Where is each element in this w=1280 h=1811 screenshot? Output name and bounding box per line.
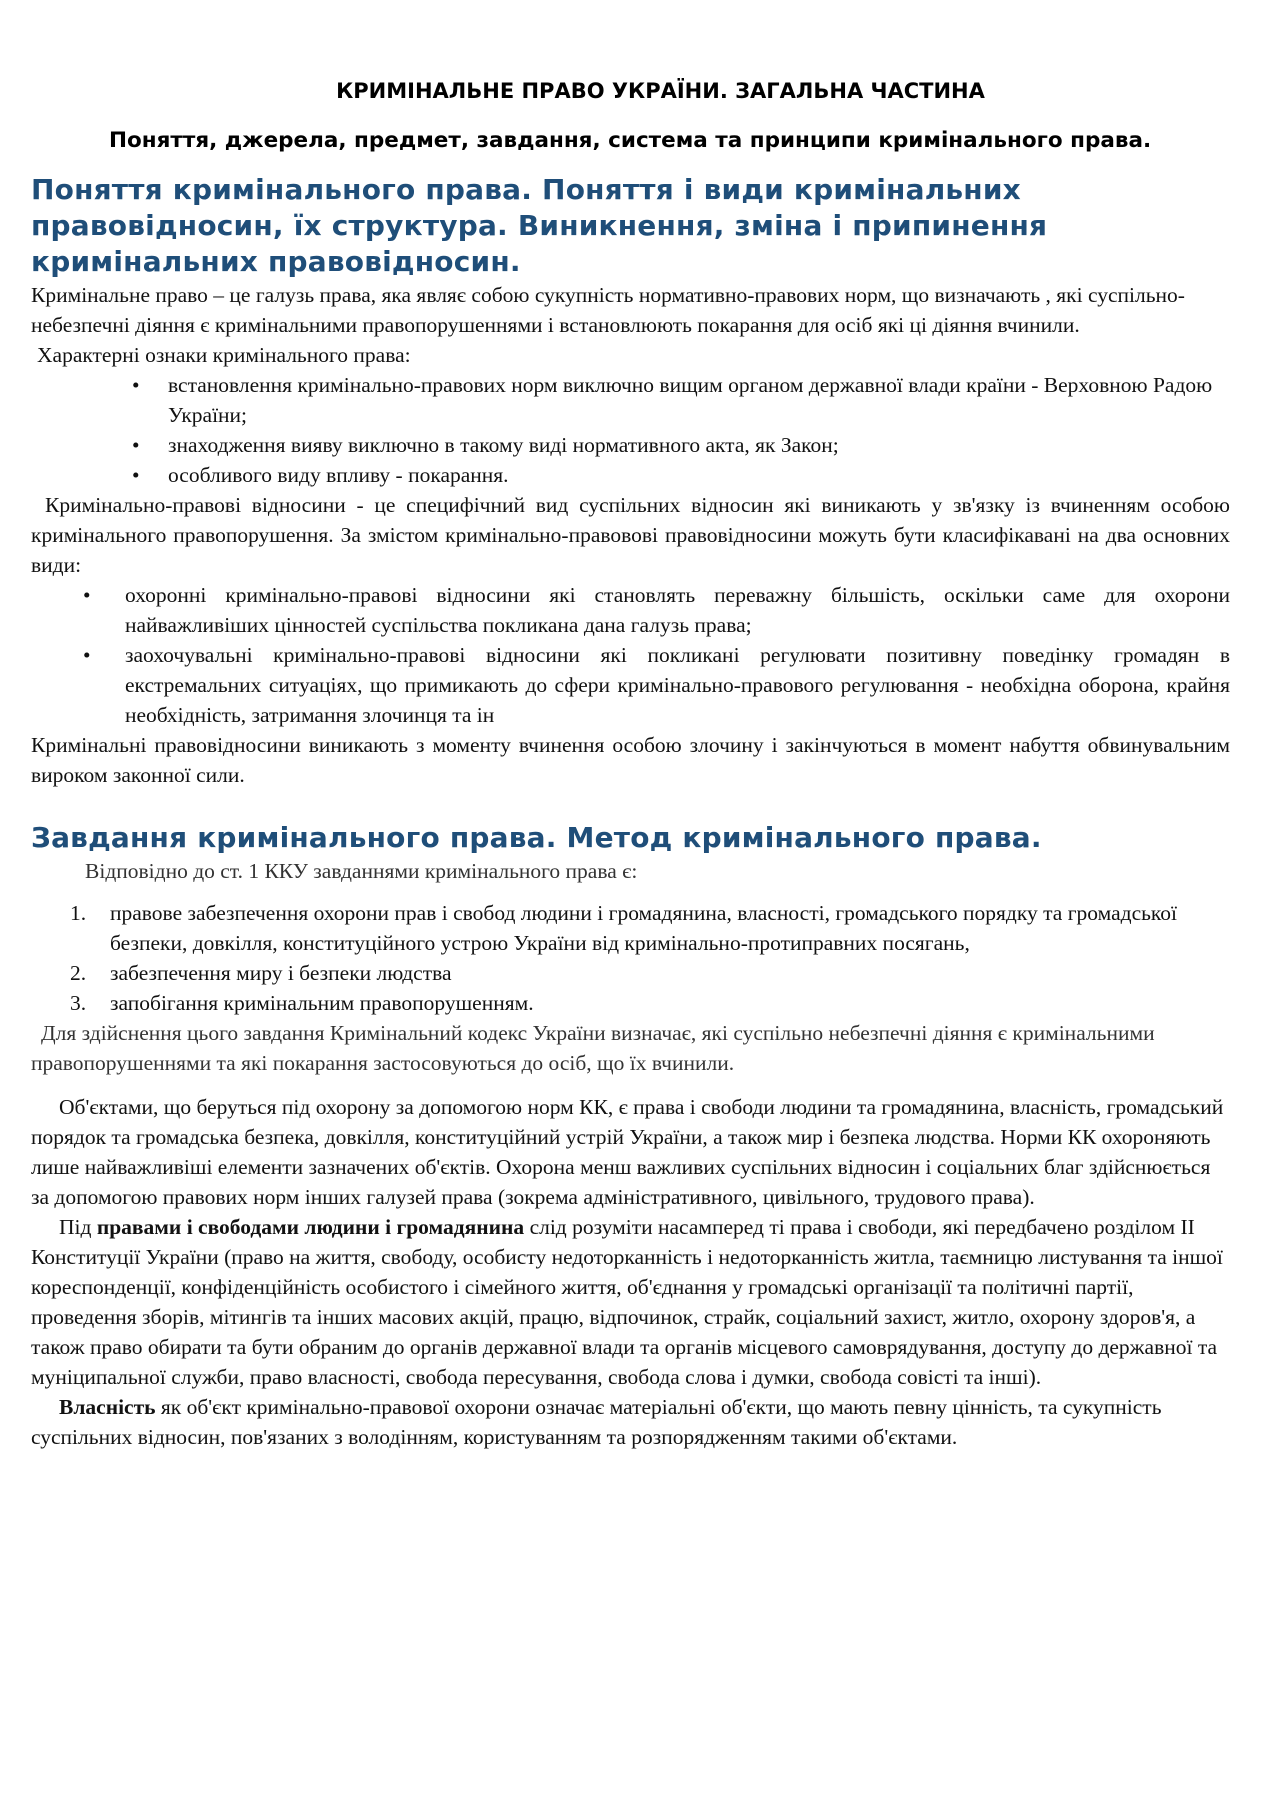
relations-types-list xyxy=(31,580,1230,730)
features-list xyxy=(31,370,1230,490)
section2-intro: Відповідно до ст. 1 ККУ завданнями кримінального права є: xyxy=(85,859,638,883)
section2-rights-paragraph xyxy=(31,1212,1230,1392)
list-number: 1. xyxy=(70,901,87,925)
document-title: КРИМІНАЛЬНЕ ПРАВО УКРАЇНИ. ЗАГАЛЬНА ЧАСТИНА xyxy=(336,79,985,103)
list-item xyxy=(70,958,1230,988)
section2-objects-paragraph: Об'єктами, що беруться під охорону за допомогою норм КК, є права і свободи людини та громадянина, власність, громадський порядок та громадська безпека, довкілля, конституційний устрій України, а також мир і безпека людства. Норми КК охороняють лише найважливіші елементи зазначених об'єктів. Охорона менш важливих суспільних відносин і соціальних благ здійснюється за допомогою правових норм інших галузей права (зокрема адміністративного, цивільного, трудового права). xyxy=(31,1095,1224,1209)
section1-relations-paragraph: Кримінально-правові відносини - це специфічний вид суспільних відносин які виникають у зв'язку із вчиненням особою кримінального правопорушення. За змістом кримінально-правовові правовідносини можуть бути класифікавані на два основних види: xyxy=(31,493,1230,577)
bullet-icon: • xyxy=(83,643,91,667)
rights-text: слід розуміти насамперед ті права і свободи, які передбачено розділом II Конституції України (право на життя, свободу, особисту недоторканність і недоторканність житла, таємницю листування та іншої кореспонденції, конфіденційність особистого і сімейного життя, об'єднання у громадські організації та політичні партії, проведення зборів, мітингів та інших масових акцій, працю, відпочинок, страйк, соціальний захист, житло, охорону здоров'я, а також право обирати та бути обраним до органів державної влади та органів місцевого самоврядування, доступу до державної та муніципальної служби, право власності, свобода пересування, свобода слова і думки, свобода совісті та інші). xyxy=(31,1215,1223,1389)
property-term: Власність xyxy=(59,1395,156,1419)
section1-emergence-paragraph: Кримінальні правовідносини виникають з моменту вчинення особою злочину і закінчуються в момент набуття обвинувальним вироком законної сили. xyxy=(31,733,1230,787)
list-item xyxy=(70,898,1230,958)
list-item-text: особливого виду впливу - покарання. xyxy=(168,463,509,487)
spacer xyxy=(31,886,1230,898)
spacer xyxy=(31,790,1230,820)
list-item xyxy=(132,370,1230,430)
tasks-list xyxy=(31,898,1230,1018)
list-item-text: охоронні кримінально-правові відносини які становлять переважну більшість, оскільки саме для охорони найважливіших цінностей суспільства покликана дана галузь права; xyxy=(125,583,1230,637)
list-item-text: знаходження вияву виключно в такому виді нормативного акта, як Закон; xyxy=(168,433,839,457)
bullet-icon: • xyxy=(132,373,140,397)
list-item xyxy=(83,640,1230,730)
list-item-text: заохочувальні кримінально-правові відносини які покликані регулювати позитивну поведінку громадян в екстремальних ситуаціях, що примикають до сфери кримінально-правового регулювання - необхідна оборона, крайня необхідність, затримання злочинця та ін xyxy=(125,643,1230,727)
section1-heading: Поняття кримінального права. Поняття і види кримінальних правовідносин, їх структура. Виникнення, зміна і припинення кримінальних правовідносин. xyxy=(31,173,1048,278)
list-number: 2. xyxy=(70,961,87,985)
list-item xyxy=(132,460,1230,490)
rights-lead: Під xyxy=(59,1215,97,1239)
list-item xyxy=(70,988,1230,1018)
list-number: 3. xyxy=(70,991,87,1015)
property-text: як об'єкт кримінально-правової охорони означає матеріальні об'єкти, що мають певну цінність, та сукупність суспільних відносин, пов'язаних з володінням, користуванням та розпорядженням такими об'єктами. xyxy=(31,1395,1162,1449)
bullet-icon: • xyxy=(132,463,140,487)
section2-heading: Завдання кримінального права. Метод кримінального права. xyxy=(31,821,1042,854)
list-item xyxy=(83,580,1230,640)
section1-definition: Кримінальне право – це галузь права, яка являє собою сукупність нормативно-правових норм, що визначають , які суспільно-небезпечні діяння є кримінальними правопорушеннями і встановлюють покарання для осіб які ці діяння вчинили. xyxy=(31,283,1185,337)
section2-code-paragraph: Для здійснення цього завдання Кримінальний кодекс України визначає, які суспільно небезпечні діяння є кримінальними правопорушеннями та які покарання застосовуються до осіб, що їх вчинили. xyxy=(31,1021,1155,1075)
section2-property-paragraph xyxy=(31,1392,1230,1452)
list-item-text: встановлення кримінально-правових норм виключно вищим органом державної влади країни - Верховною Радою України; xyxy=(168,373,1213,427)
bullet-icon: • xyxy=(83,583,91,607)
list-item-text: забезпечення миру і безпеки людства xyxy=(110,961,452,985)
list-item-text: правове забезпечення охорони прав і свобод людини і громадянина, власності, громадського порядку та громадської безпеки, довкілля, конституційного устрою України від кримінально-протиправних посягань, xyxy=(110,901,1177,955)
list-item xyxy=(132,430,1230,460)
spacer xyxy=(31,1078,1230,1092)
bullet-icon: • xyxy=(132,433,140,457)
rights-term: правами і свободами людини і громадянина xyxy=(96,1215,525,1239)
document-subtitle: Поняття, джерела, предмет, завдання, система та принципи кримінального права. xyxy=(109,128,1152,153)
section1-features-intro: Характерні ознаки кримінального права: xyxy=(37,343,411,367)
list-item-text: запобігання кримінальним правопорушенням. xyxy=(110,991,534,1015)
